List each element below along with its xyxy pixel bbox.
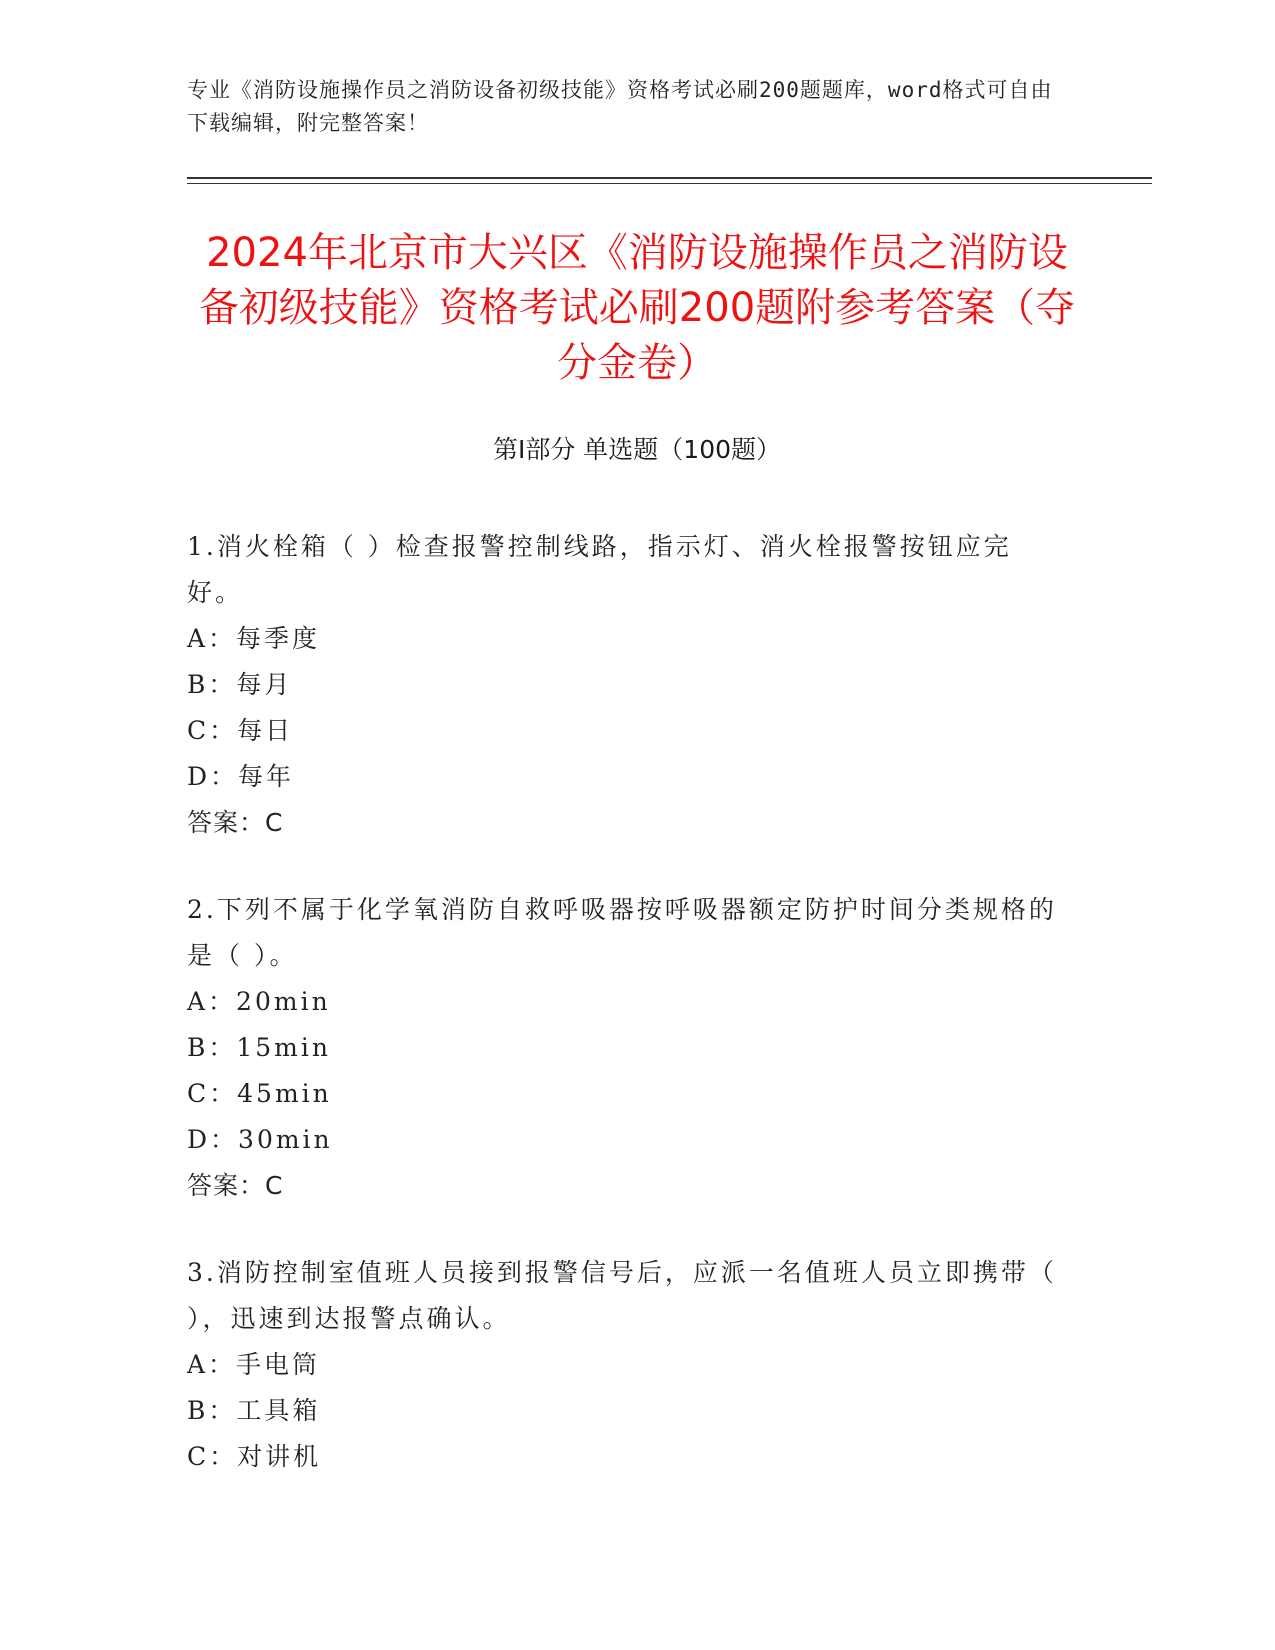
option-d: D：每年 [187,762,295,791]
header-divider-thin [187,183,1152,184]
option-a: A：每季度 [187,624,321,653]
header-divider-thick [187,177,1152,179]
question-2 [187,887,1067,1209]
answer: 答案：C [187,1171,284,1200]
option-b: B：每月 [187,670,293,699]
answer: 答案：C [187,808,284,837]
option-c: C：45min [187,1079,332,1108]
option-c: C：对讲机 [187,1442,322,1471]
option-a: A：20min [187,987,331,1016]
option-d: D：30min [187,1125,333,1154]
question-3 [187,1250,1067,1480]
document-title: 2024年北京市大兴区《消防设施操作员之消防设备初级技能》资格考试必刷200题附参考答案（夺分金卷） [198,230,1076,386]
question-1 [187,524,1067,846]
option-b: B：15min [187,1033,331,1062]
question-stem: 1.消火栓箱（ ）检查报警控制线路，指示灯、消火栓报警按钮应完好。 [187,532,1012,607]
option-b: B：工具箱 [187,1396,321,1425]
section-title: 第Ⅰ部分 单选题（100题） [492,435,782,464]
option-a: A：手电筒 [187,1350,321,1379]
question-stem: 3.消防控制室值班人员接到报警信号后，应派一名值班人员立即携带（ ），迅速到达报警点确认。 [187,1258,1057,1333]
header-note: 专业《消防设施操作员之消防设备初级技能》资格考试必刷200题题库，word格式可自由下载编辑，附完整答案！ [187,78,1053,135]
option-c: C：每日 [187,716,294,745]
question-stem: 2.下列不属于化学氧消防自救呼吸器按呼吸器额定防护时间分类规格的是（ ）。 [187,895,1057,970]
